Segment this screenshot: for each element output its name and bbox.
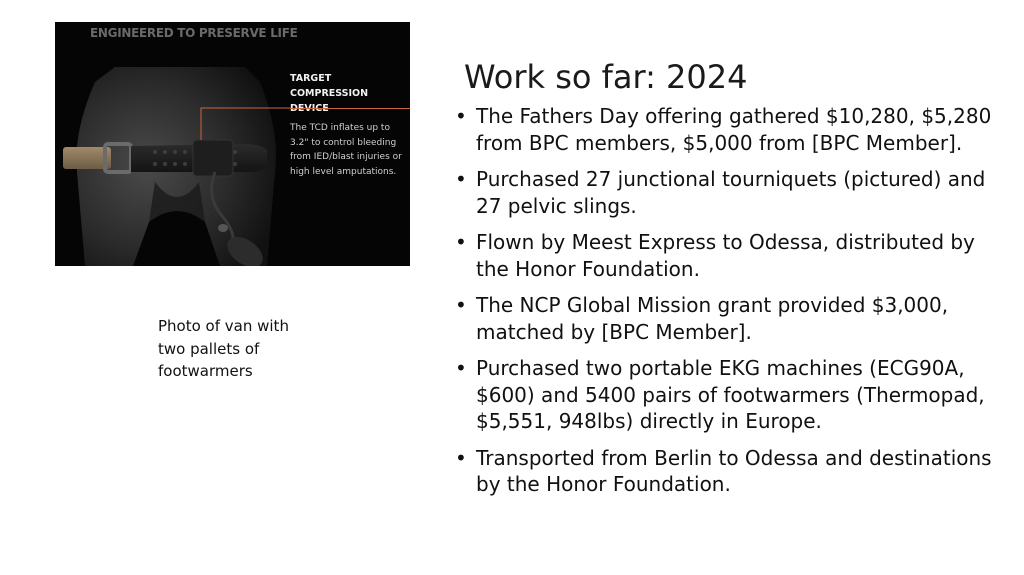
bullet-item [454,166,999,219]
bullet-item [454,229,999,282]
bullet-icon: • [455,445,467,470]
compression-pad [193,140,233,176]
bullet-list [454,103,999,508]
slide-title: Work so far: 2024 [464,58,748,96]
tourniquet-photo [55,22,410,266]
bullet-icon: • [455,356,467,380]
callout-divider [290,108,410,109]
callout-title: TARGET COMPRESSION [290,73,369,99]
bullet-text: The Fathers Day offering gathered $10,280, $5,280 from BPC members, $5,000 from [BPC Member]. [476,104,992,155]
bullet-icon: • [455,230,467,254]
bullet-text: Transported from Berlin to Odessa and destinations by the Honor Foundation. [476,445,992,496]
callout-text: The TCD inflates up to 3.2" to control bleeding from IED/blast injuries or high level amputations. [290,123,402,177]
bullet-item [454,355,999,435]
bullet-text: Purchased two portable EKG machines (ECG90A, $600) and 5400 pairs of footwarmers (Thermopad, $5,551, 948lbs) directly in Europe. [476,356,985,433]
bullet-item [454,103,999,156]
bullet-text: Purchased 27 junctional tourniquets (pictured) and 27 pelvic slings. [476,167,986,218]
bullet-icon: • [455,293,467,317]
bullet-icon: • [455,104,467,128]
photo-caption: Photo of van with two pallets of footwarmers [158,317,289,380]
bullet-item [454,292,999,345]
bullet-icon: • [455,167,467,191]
photo-heading: ENGINEERED TO PRESERVE LIFE [90,26,298,40]
bullet-item [454,445,999,498]
bullet-text: The NCP Global Mission grant provided $3,000, matched by [BPC Member]. [476,293,949,344]
bullet-text: Flown by Meest Express to Odessa, distributed by the Honor Foundation. [476,230,975,281]
